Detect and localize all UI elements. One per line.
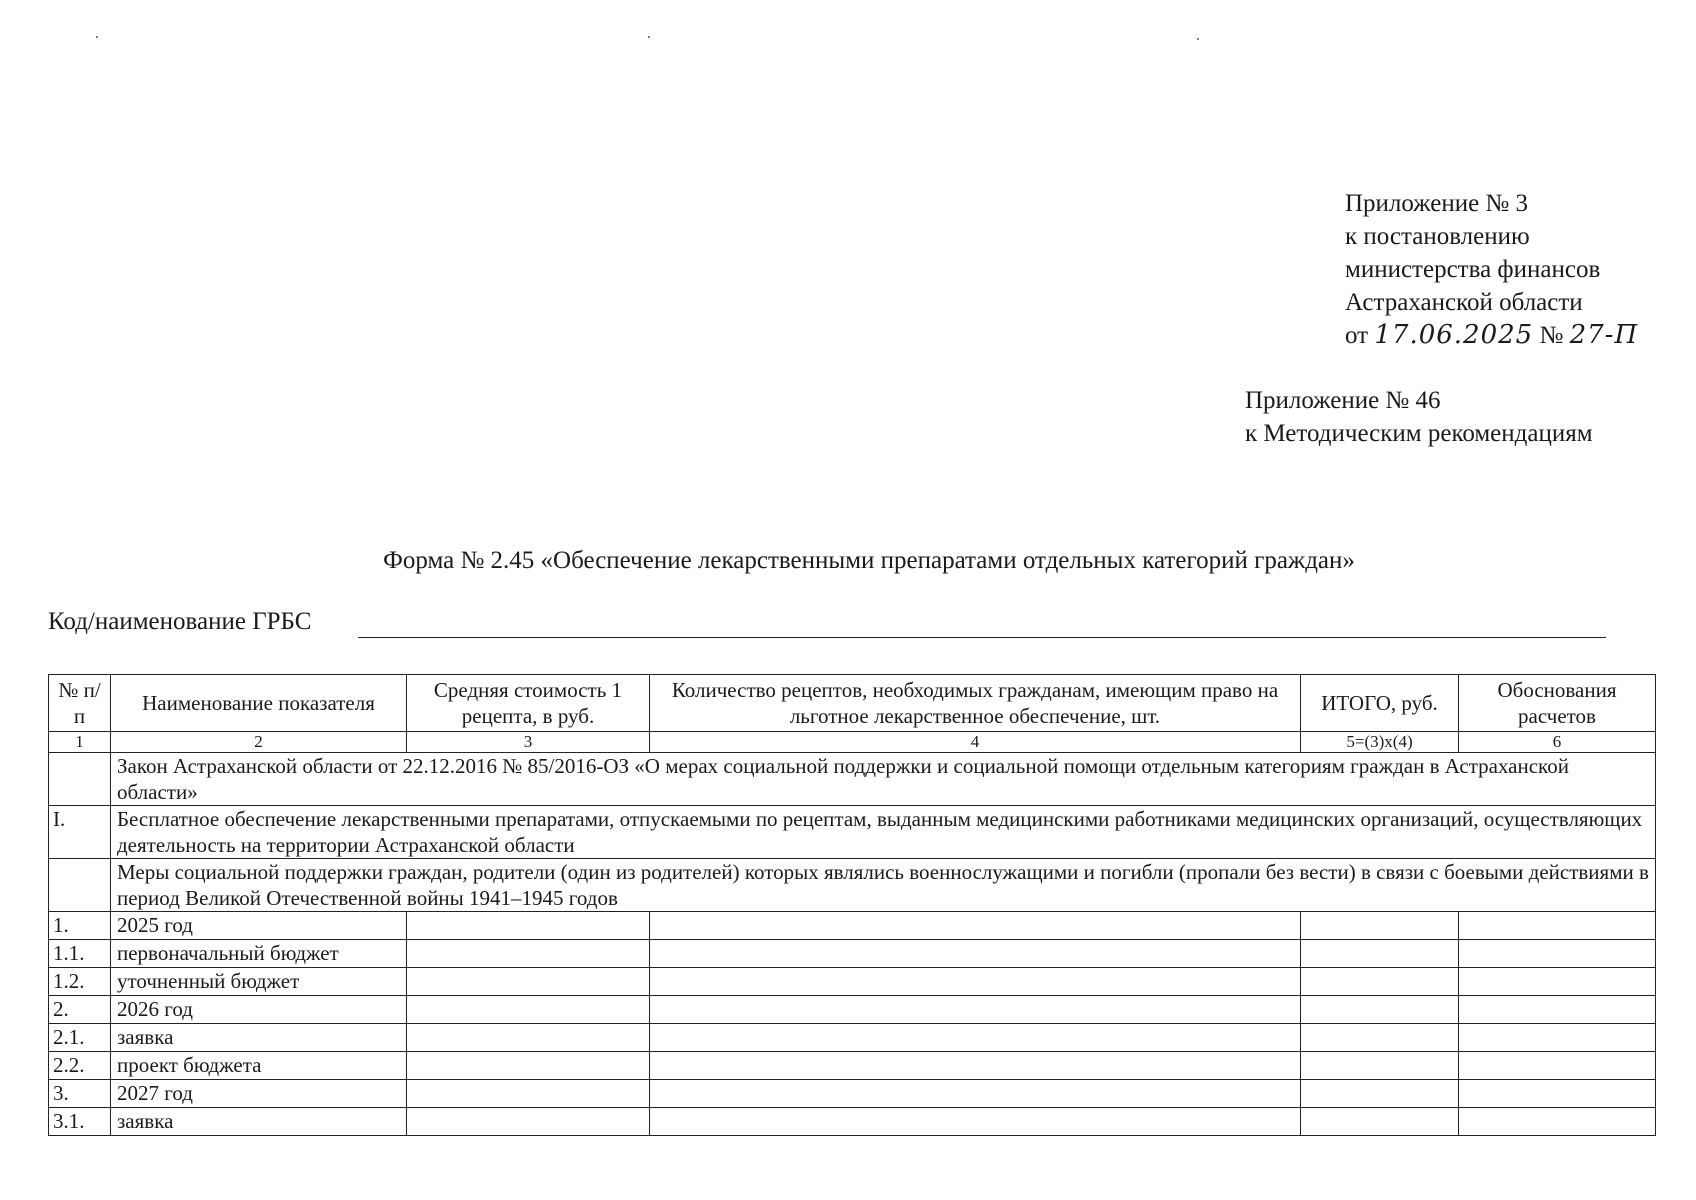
appendix-main-date-line bbox=[1345, 319, 1638, 352]
row-name: заявка bbox=[111, 1108, 407, 1136]
row-name: проект бюджета bbox=[111, 1052, 407, 1080]
row-number: 1. bbox=[49, 912, 111, 940]
table-row bbox=[49, 912, 1656, 940]
empty-cell bbox=[650, 1108, 1301, 1136]
empty-cell bbox=[407, 1024, 650, 1052]
table-row bbox=[49, 1024, 1656, 1052]
column-number: 4 bbox=[650, 732, 1301, 753]
row-number: 1.2. bbox=[49, 968, 111, 996]
empty-cell bbox=[1459, 940, 1656, 968]
row-number: 1.1. bbox=[49, 940, 111, 968]
header-cell: Средняя стоимость 1 рецепта, в руб. bbox=[407, 675, 650, 732]
column-number: 1 bbox=[49, 732, 111, 753]
row-name: 2026 год bbox=[111, 996, 407, 1024]
column-number: 2 bbox=[111, 732, 407, 753]
table-row bbox=[49, 996, 1656, 1024]
empty-cell bbox=[1459, 996, 1656, 1024]
empty-cell bbox=[407, 1052, 650, 1080]
appendix-main-line2: к постановлению bbox=[1345, 223, 1530, 250]
row-name: заявка bbox=[111, 1024, 407, 1052]
column-number: 6 bbox=[1459, 732, 1656, 753]
table-row bbox=[49, 968, 1656, 996]
column-number: 5=(3)х(4) bbox=[1301, 732, 1459, 753]
empty-cell bbox=[1301, 996, 1459, 1024]
empty-cell bbox=[1301, 968, 1459, 996]
column-number: 3 bbox=[407, 732, 650, 753]
number-label: № bbox=[1539, 322, 1564, 349]
empty-cell bbox=[1459, 1024, 1656, 1052]
section-num bbox=[49, 753, 111, 806]
empty-cell bbox=[650, 912, 1301, 940]
header-cell: Количество рецептов, необходимых гражданам, имеющим право на льготное лекарственное обеспечение, шт. bbox=[650, 675, 1301, 732]
row-name: уточненный бюджет bbox=[111, 968, 407, 996]
table-row bbox=[49, 940, 1656, 968]
row-number: 2.2. bbox=[49, 1052, 111, 1080]
scan-speck bbox=[648, 36, 650, 38]
empty-cell bbox=[407, 1080, 650, 1108]
row-number: 2.1. bbox=[49, 1024, 111, 1052]
appendix-secondary-line1: Приложение № 46 bbox=[1245, 387, 1441, 414]
empty-cell bbox=[1459, 1108, 1656, 1136]
table-row bbox=[49, 1052, 1656, 1080]
handwritten-number: 27-П bbox=[1569, 320, 1639, 350]
appendix-main-line1: Приложение № 3 bbox=[1345, 190, 1529, 217]
header-cell: ИТОГО, руб. bbox=[1301, 675, 1459, 732]
row-name: первоначальный бюджет bbox=[111, 940, 407, 968]
section-row bbox=[49, 859, 1656, 912]
appendix-main-block bbox=[1345, 187, 1638, 352]
empty-cell bbox=[1459, 1080, 1656, 1108]
header-cell: Наименование показателя bbox=[111, 675, 407, 732]
empty-cell bbox=[650, 1080, 1301, 1108]
empty-cell bbox=[1459, 912, 1656, 940]
section-num bbox=[49, 859, 111, 912]
appendix-secondary-block bbox=[1245, 384, 1593, 450]
empty-cell bbox=[1301, 1080, 1459, 1108]
empty-cell bbox=[1301, 912, 1459, 940]
scan-speck bbox=[96, 36, 98, 38]
empty-cell bbox=[1301, 940, 1459, 968]
header-cell: № п/п bbox=[49, 675, 111, 732]
appendix-main-line3: министерства финансов bbox=[1345, 256, 1601, 283]
table-row bbox=[49, 1108, 1656, 1136]
empty-cell bbox=[407, 1108, 650, 1136]
grbs-fill-line bbox=[358, 637, 1606, 638]
empty-cell bbox=[407, 996, 650, 1024]
section-text: Бесплатное обеспечение лекарственными препаратами, отпускаемыми по рецептам, выданным медицинскими работниками медицинских организаций, осуществляющих деятельность на территории Астраханской области bbox=[111, 806, 1656, 859]
row-number: 3.1. bbox=[49, 1108, 111, 1136]
empty-cell bbox=[650, 1052, 1301, 1080]
date-prefix: от bbox=[1345, 322, 1369, 349]
empty-cell bbox=[1459, 968, 1656, 996]
section-num: I. bbox=[49, 806, 111, 859]
row-name: 2025 год bbox=[111, 912, 407, 940]
table-header-row bbox=[49, 675, 1656, 732]
handwritten-date: 17.06.2025 bbox=[1374, 320, 1534, 350]
row-number: 3. bbox=[49, 1080, 111, 1108]
grbs-label: Код/наименование ГРБС bbox=[48, 608, 312, 635]
empty-cell bbox=[407, 912, 650, 940]
section-text: Меры социальной поддержки граждан, родители (один из родителей) которых являлись военнослужащими и погибли (пропали без вести) в связи с боевыми действиями в период Великой Отечественной войны 1941–1945 годов bbox=[111, 859, 1656, 912]
empty-cell bbox=[407, 968, 650, 996]
header-cell: Обоснования расчетов bbox=[1459, 675, 1656, 732]
empty-cell bbox=[1301, 1052, 1459, 1080]
appendix-secondary-line2: к Методическим рекомендациям bbox=[1245, 420, 1593, 447]
indicator-table bbox=[48, 674, 1656, 1136]
empty-cell bbox=[1459, 1052, 1656, 1080]
scan-speck bbox=[1197, 38, 1199, 40]
empty-cell bbox=[1301, 1108, 1459, 1136]
section-row bbox=[49, 806, 1656, 859]
row-name: 2027 год bbox=[111, 1080, 407, 1108]
table-row bbox=[49, 1080, 1656, 1108]
empty-cell bbox=[650, 1024, 1301, 1052]
empty-cell bbox=[650, 968, 1301, 996]
column-number-row bbox=[49, 732, 1656, 753]
row-number: 2. bbox=[49, 996, 111, 1024]
empty-cell bbox=[650, 996, 1301, 1024]
form-title: Форма № 2.45 «Обеспечение лекарственными препаратами отдельных категорий граждан» bbox=[383, 547, 1355, 574]
empty-cell bbox=[650, 940, 1301, 968]
section-text: Закон Астраханской области от 22.12.2016 № 85/2016-ОЗ «О мерах социальной поддержки и социальной помощи отдельным категориям граждан в Астраханской области» bbox=[111, 753, 1656, 806]
section-row bbox=[49, 753, 1656, 806]
empty-cell bbox=[1301, 1024, 1459, 1052]
appendix-main-line4: Астраханской области bbox=[1345, 289, 1583, 316]
empty-cell bbox=[407, 940, 650, 968]
